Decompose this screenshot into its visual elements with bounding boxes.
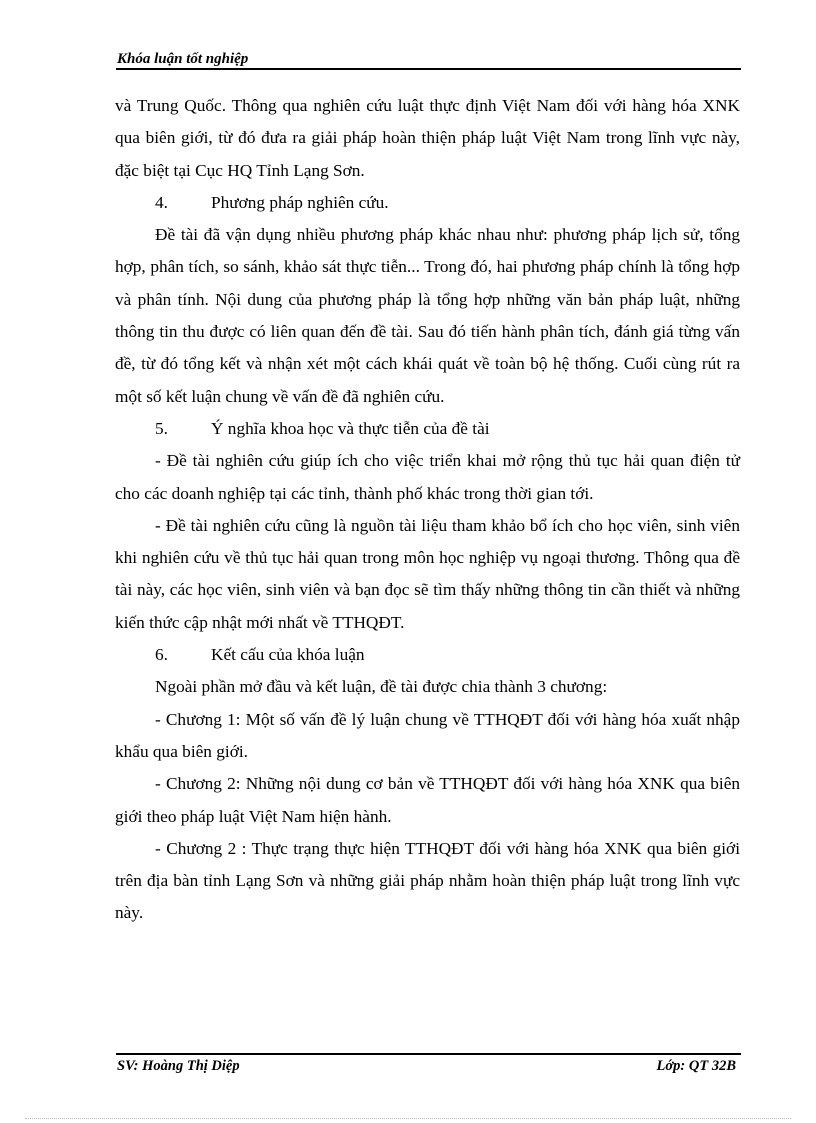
paragraph-structure-intro: Ngoài phần mở đầu và kết luận, đề tài được chia thành 3 chương:: [155, 677, 608, 697]
section-heading-6: [115, 639, 740, 671]
section-heading-4: [115, 187, 740, 219]
section-title: Kết cấu của khóa luận: [211, 645, 365, 665]
footer-rule: [116, 1053, 741, 1055]
paragraph-significance-2: - Đề tài nghiên cứu cũng là nguồn tài liệu tham khảo bổ ích cho học viên, sinh viên khi nghiên cứu về thủ tục hải quan trong môn học nghiệp vụ ngoại thương. Thông qua đề tài này, các học viên, sinh viên và bạn đọc sẽ tìm thấy những thông tin cần thiết và những kiến thức cập nhật mới nhất về TTHQĐT.: [115, 515, 740, 632]
header-title: Khóa luận tốt nghiệp: [117, 51, 249, 67]
paragraph-methods: Đề tài đã vận dụng nhiều phương pháp khác nhau như: phương pháp lịch sử, tổng hợp, phân tích, so sánh, khảo sát thực tiễn... Trong đó, hai phương pháp chính là tổng hợp và phân tính. Nội dung của phương pháp là tổng hợp những văn bản pháp luật, những thông tin thu được có liên quan đến đề tài. Sau đó tiến hành phân tích, đánh giá từng vấn đề, từ đó tổng kết và nhận xét một cách khái quát về toàn bộ hệ thống. Cuối cùng rút ra một số kết luận chung về vấn đề đã nghiên cứu.: [115, 225, 740, 406]
footer-student: SV: Hoàng Thị Diệp: [117, 1058, 240, 1074]
section-number: 4.: [155, 192, 168, 212]
paragraph-significance-1: - Đề tài nghiên cứu giúp ích cho việc triển khai mở rộng thủ tục hải quan điện tử cho các doanh nghiệp tại các tỉnh, thành phố khác trong thời gian tới.: [115, 451, 740, 503]
page-edge: [25, 1118, 791, 1119]
section-heading-5: [115, 413, 740, 445]
section-title: Phương pháp nghiên cứu.: [211, 192, 389, 212]
section-number: 6.: [155, 645, 168, 665]
section-title: Ý nghĩa khoa học và thực tiễn của đề tài: [211, 418, 490, 438]
footer-class: Lớp: QT 32B: [656, 1058, 736, 1074]
paragraph-chapter-3: - Chương 2 : Thực trạng thực hiện TTHQĐT đối với hàng hóa XNK qua biên giới trên địa bàn tỉnh Lạng Sơn và những giải pháp nhằm hoàn thiện pháp luật trong lĩnh vực này.: [115, 838, 740, 923]
paragraph-chapter-1: - Chương 1: Một số vấn đề lý luận chung về TTHQĐT đối với hàng hóa xuất nhập khẩu qua biên giới.: [115, 709, 740, 761]
header-rule: [116, 68, 741, 70]
paragraph-chapter-2: - Chương 2: Những nội dung cơ bản về TTHQĐT đối với hàng hóa XNK qua biên giới theo pháp luật Việt Nam hiện hành.: [115, 774, 740, 826]
document-body: [115, 90, 740, 930]
paragraph-continuation: và Trung Quốc. Thông qua nghiên cứu luật thực định Việt Nam đối với hàng hóa XNK qua biên giới, từ đó đưa ra giải pháp hoàn thiện pháp luật Việt Nam trong lĩnh vực này, đặc biệt tại Cục HQ Tỉnh Lạng Sơn.: [115, 96, 740, 180]
section-number: 5.: [155, 418, 168, 438]
